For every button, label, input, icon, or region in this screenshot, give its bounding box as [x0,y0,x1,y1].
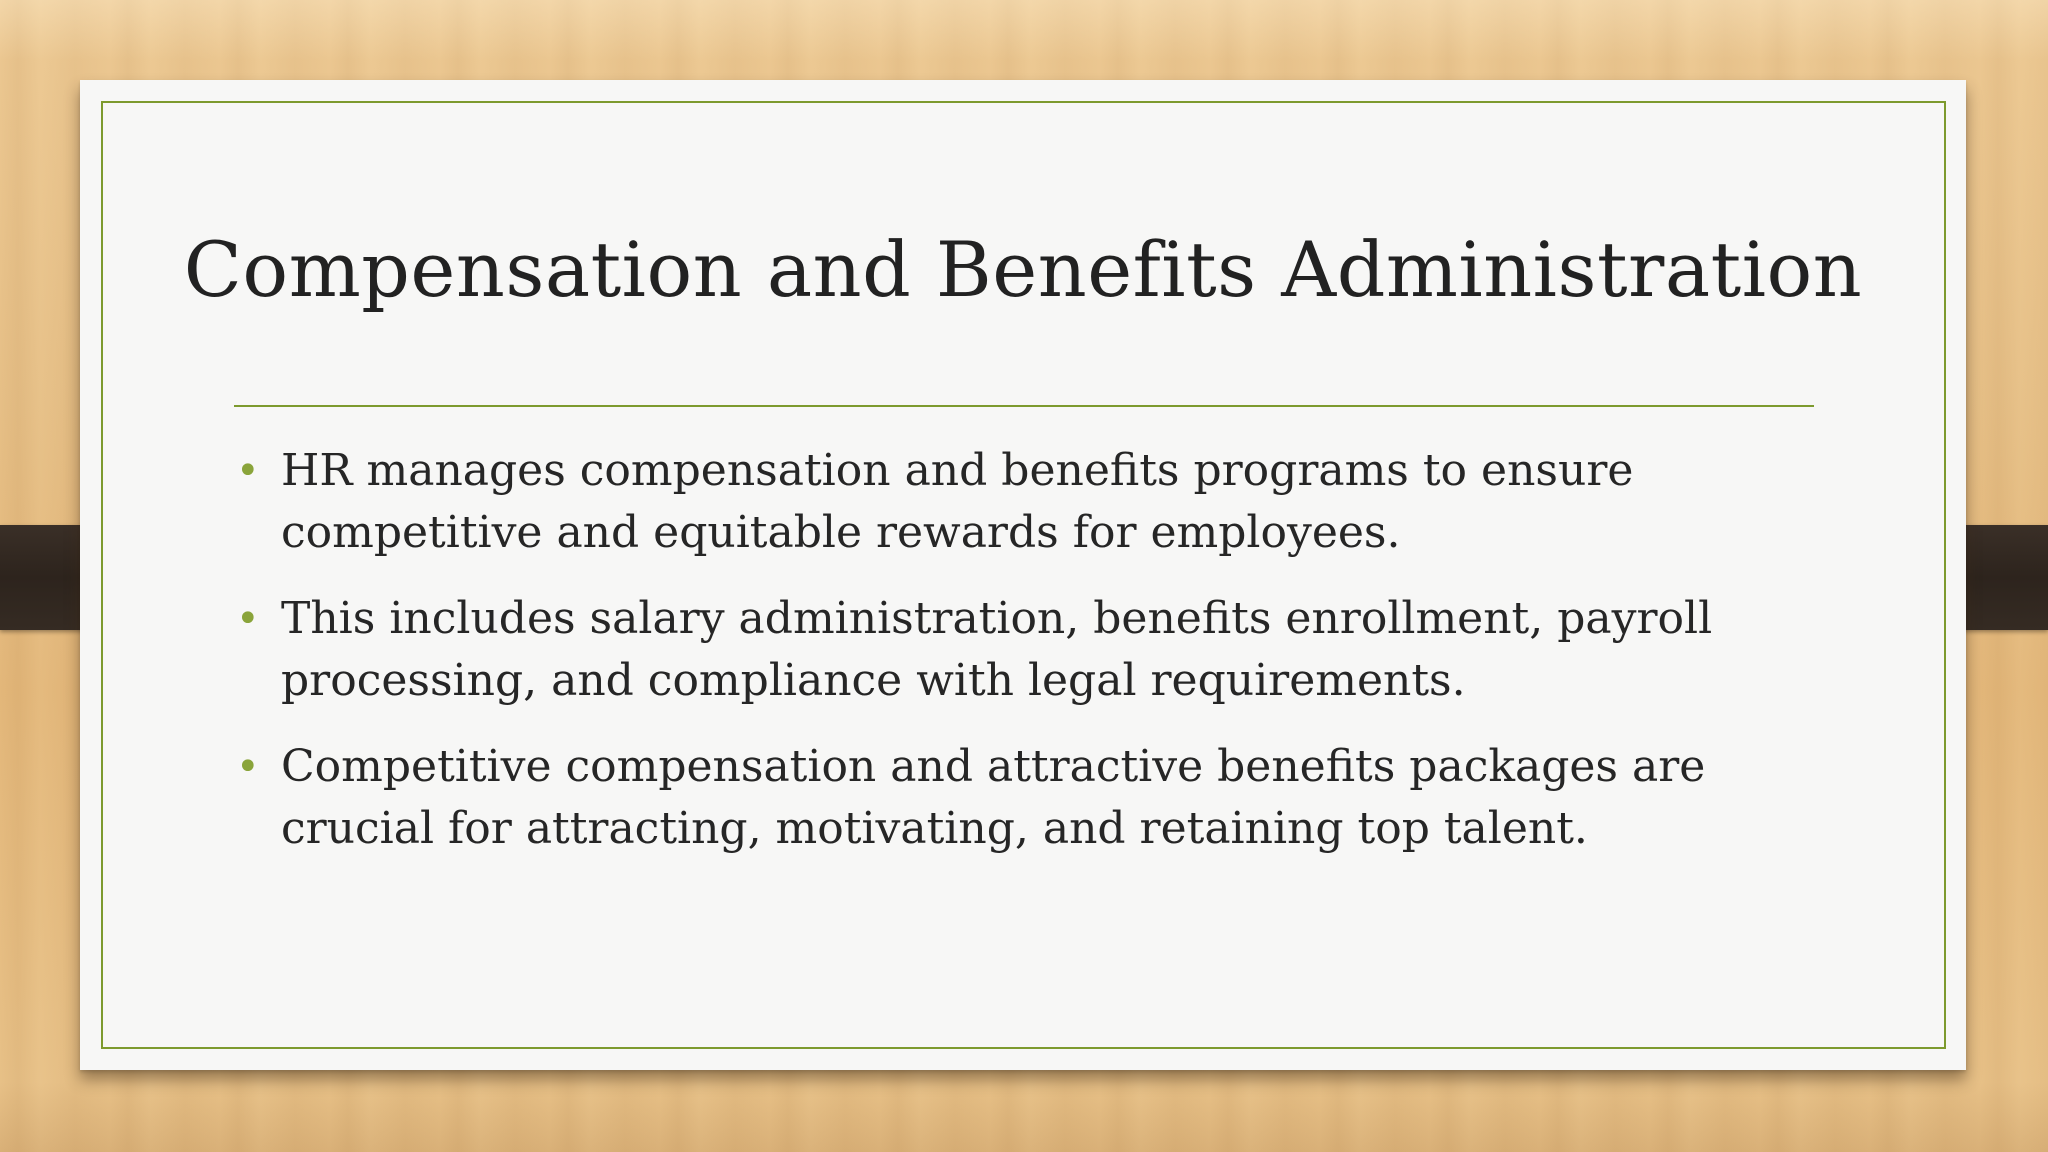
bullet-text: Competitive compensation and attractive benefits packages are crucial for attracting, motivating, and retaining top talent. [281,741,1706,854]
bullet-item [234,440,1834,564]
bullet-icon: • [236,448,260,494]
bullet-icon: • [236,596,260,642]
bullet-list [234,440,1834,884]
wood-highlight [0,0,2048,60]
bullet-item [234,736,1834,860]
bullet-text: HR manages compensation and benefits programs to ensure competitive and equitable rewards for employees. [281,445,1634,558]
wood-shadow [0,1082,2048,1152]
title-divider [234,405,1814,407]
slide-title: Compensation and Benefits Administration [183,225,1863,314]
bullet-item [234,588,1834,712]
slide-card [80,80,1966,1070]
bullet-text: This includes salary administration, benefits enrollment, payroll processing, and compliance with legal requirements. [281,593,1713,706]
bullet-icon: • [236,744,260,790]
